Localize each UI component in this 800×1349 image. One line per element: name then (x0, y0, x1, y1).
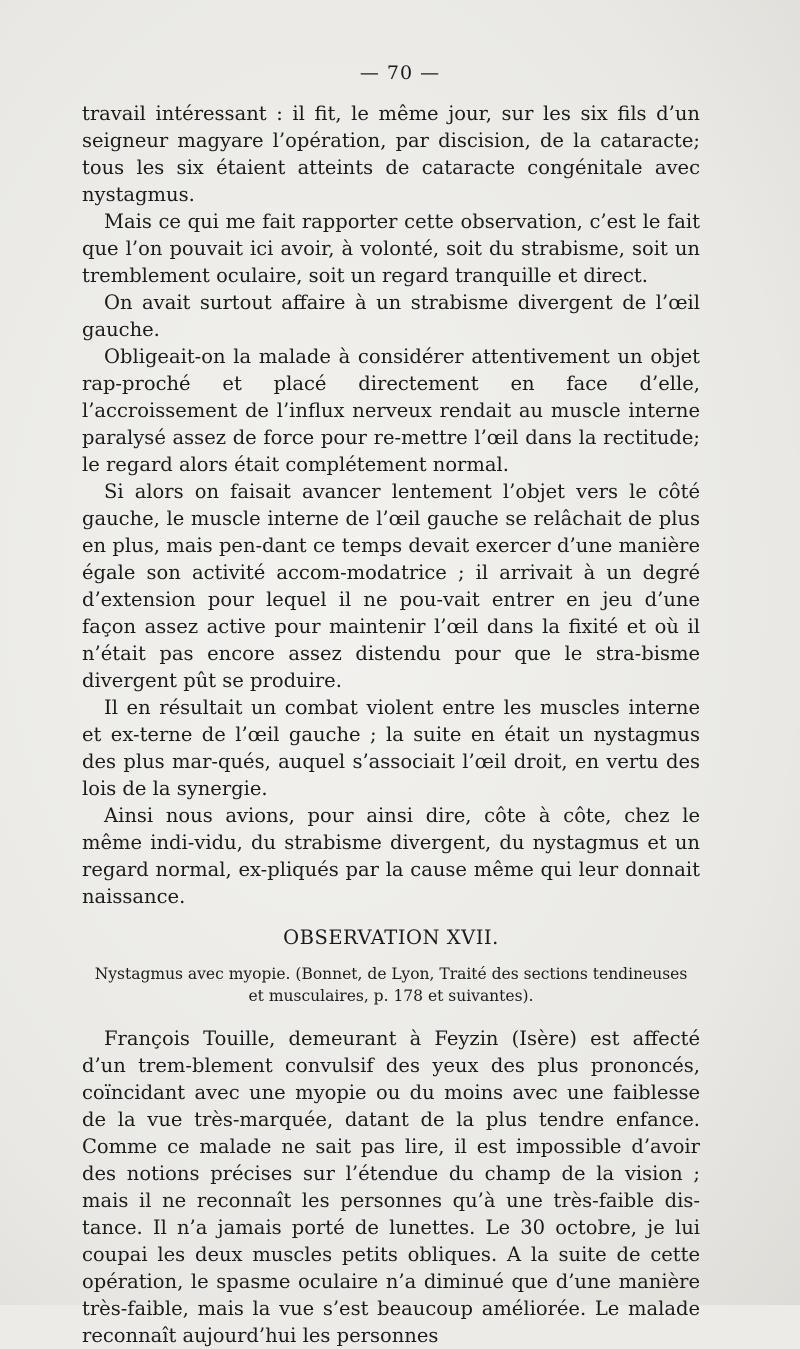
page-number: — 70 — (359, 62, 441, 84)
paragraph: Il en résultait un combat violent entre les muscles interne et ex-terne de l’œil gauche ; la suite en était un nystagmus des plus mar-qués, auquel s’associait l’œil droit, en vertu des lois de la synergie. (82, 696, 700, 800)
text-column (82, 100, 700, 1349)
paragraph: Ainsi nous avions, pour ainsi dire, côte à côte, chez le même indi-vidu, du strabisme divergent, du nystagmus et un regard normal, ex-pliqués par la cause même qui leur donnait naissance. (82, 804, 700, 908)
paragraph: Obligeait-on la malade à considérer attentivement un objet rap-proché et placé directement en face d’elle, l’accroissement de l’influx nerveux rendait au muscle interne paralysé assez de force pour re-mettre l’œil dans la rectitude; le regard alors était complétement normal. (82, 345, 700, 476)
paragraph: travail intéressant : il fit, le même jour, sur les six fils d’un seigneur magyare l’opération, par discision, de la cataracte; tous les six étaient atteints de cataracte congénitale avec nystagmus. (82, 102, 700, 206)
paragraph: Mais ce qui me fait rapporter cette observation, c’est le fait que l’on pouvait ici avoir, à volonté, soit du strabisme, soit un tremblement oculaire, soit un regard tranquille et direct. (82, 210, 700, 287)
section-heading: OBSERVATION XVII. (283, 926, 499, 949)
paragraph: On avait surtout affaire à un strabisme divergent de l’œil gauche. (82, 291, 700, 341)
paragraph: Si alors on faisait avancer lentement l’objet vers le côté gauche, le muscle interne de l’œil gauche se relâchait de plus en plus, mais pen-dant ce temps devait exercer d’une manière égale son activité accom-modatrice ; il arrivait à un degré d’extension pour lequel il ne pou-vait entrer en jeu d’une façon assez active pour maintenir l’œil dans la fixité et où il n’était pas encore assez distendu pour que le stra-bisme divergent pût se produire. (82, 480, 700, 692)
section-subtitle: Nystagmus avec myopie. (Bonnet, de Lyon, Traité des sections tendineuses et musculaires, p. 178 et suivantes). (94, 965, 688, 1005)
paragraph: François Touille, demeurant à Feyzin (Isère) est affecté d’un trem-blement convulsif des yeux des plus prononcés, coïncidant avec une myopie ou du moins avec une faiblesse de la vue très-marquée, datant de la plus tendre enfance. Comme ce malade ne sait pas lire, il est impossible d’avoir des notions précises sur l’étendue du champ de la vision ; mais il ne reconnaît les personnes qu’à une très-faible dis-tance. Il n’a jamais porté de lunettes. Le 30 octobre, je lui coupai les deux muscles petits obliques. A la suite de cette opération, le spasme oculaire n’a diminué que d’une manière très-faible, mais la vue s’est beaucoup améliorée. Le malade reconnaît aujourd’hui les personnes (82, 1027, 700, 1347)
